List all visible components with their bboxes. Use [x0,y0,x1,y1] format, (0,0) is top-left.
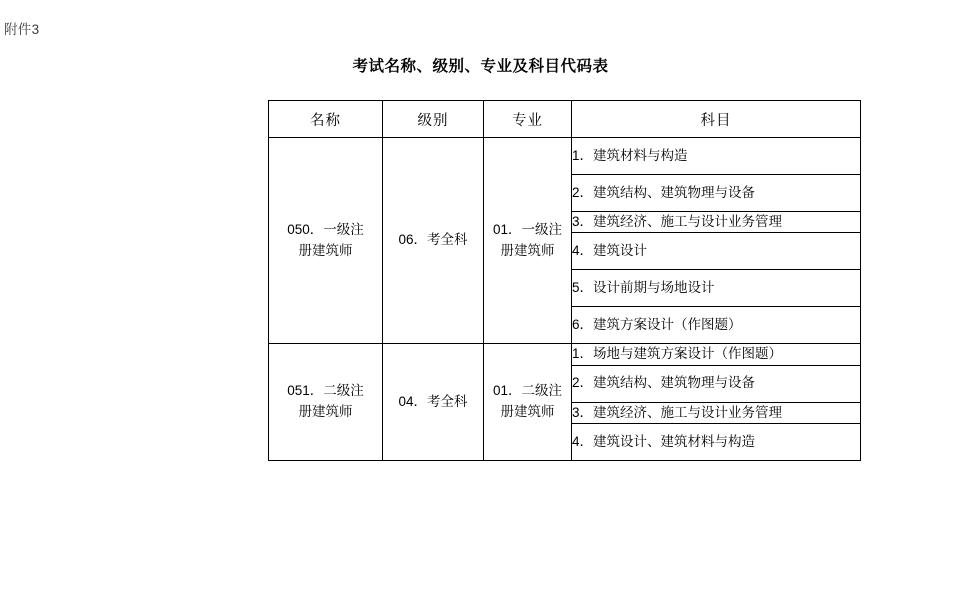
cell-major-group2 [484,344,572,461]
cell-level-group1: 06．考全科 [383,138,484,344]
cell-subject: 6．建筑方案设计（作图题） [572,307,861,344]
cell-subject: 3．建筑经济、施工与设计业务管理 [572,402,861,423]
table-row [269,138,861,175]
major-line-1: 01．一级注 [492,221,563,237]
major-line-2: 册建筑师 [500,242,555,258]
cell-subject: 2．建筑结构、建筑物理与设备 [572,365,861,402]
exam-name-line-1: 050．一级注 [287,221,364,237]
column-header-subject: 科目 [572,101,861,138]
table-header-row [269,101,861,138]
cell-subject: 3．建筑经济、施工与设计业务管理 [572,212,861,233]
attachment-label: 附件3 [4,22,40,37]
cell-subject: 4．建筑设计 [572,233,861,270]
column-header-level: 级别 [383,101,484,138]
major-line-2: 册建筑师 [500,404,555,419]
cell-major-group1 [484,138,572,344]
exam-name-line-1: 051．二级注 [287,383,364,399]
cell-subject: 1．建筑材料与构造 [572,138,861,175]
code-table-container [268,100,860,461]
cell-exam-name-group2 [269,344,383,461]
table-row [269,344,861,365]
cell-subject: 5．设计前期与场地设计 [572,270,861,307]
cell-level-group2: 04．考全科 [383,344,484,461]
column-header-name: 名称 [269,101,383,138]
exam-name-line-2: 册建筑师 [298,242,353,258]
cell-subject: 1．场地与建筑方案设计（作图题） [572,344,861,365]
cell-exam-name-group1 [269,138,383,344]
page-title: 考试名称、级别、专业及科目代码表 [352,58,609,75]
code-table [268,100,861,461]
exam-name-line-2: 册建筑师 [298,404,353,419]
cell-subject: 4．建筑设计、建筑材料与构造 [572,423,861,460]
column-header-major: 专业 [484,101,572,138]
cell-subject: 2．建筑结构、建筑物理与设备 [572,175,861,212]
major-line-1: 01．二级注 [492,383,563,399]
